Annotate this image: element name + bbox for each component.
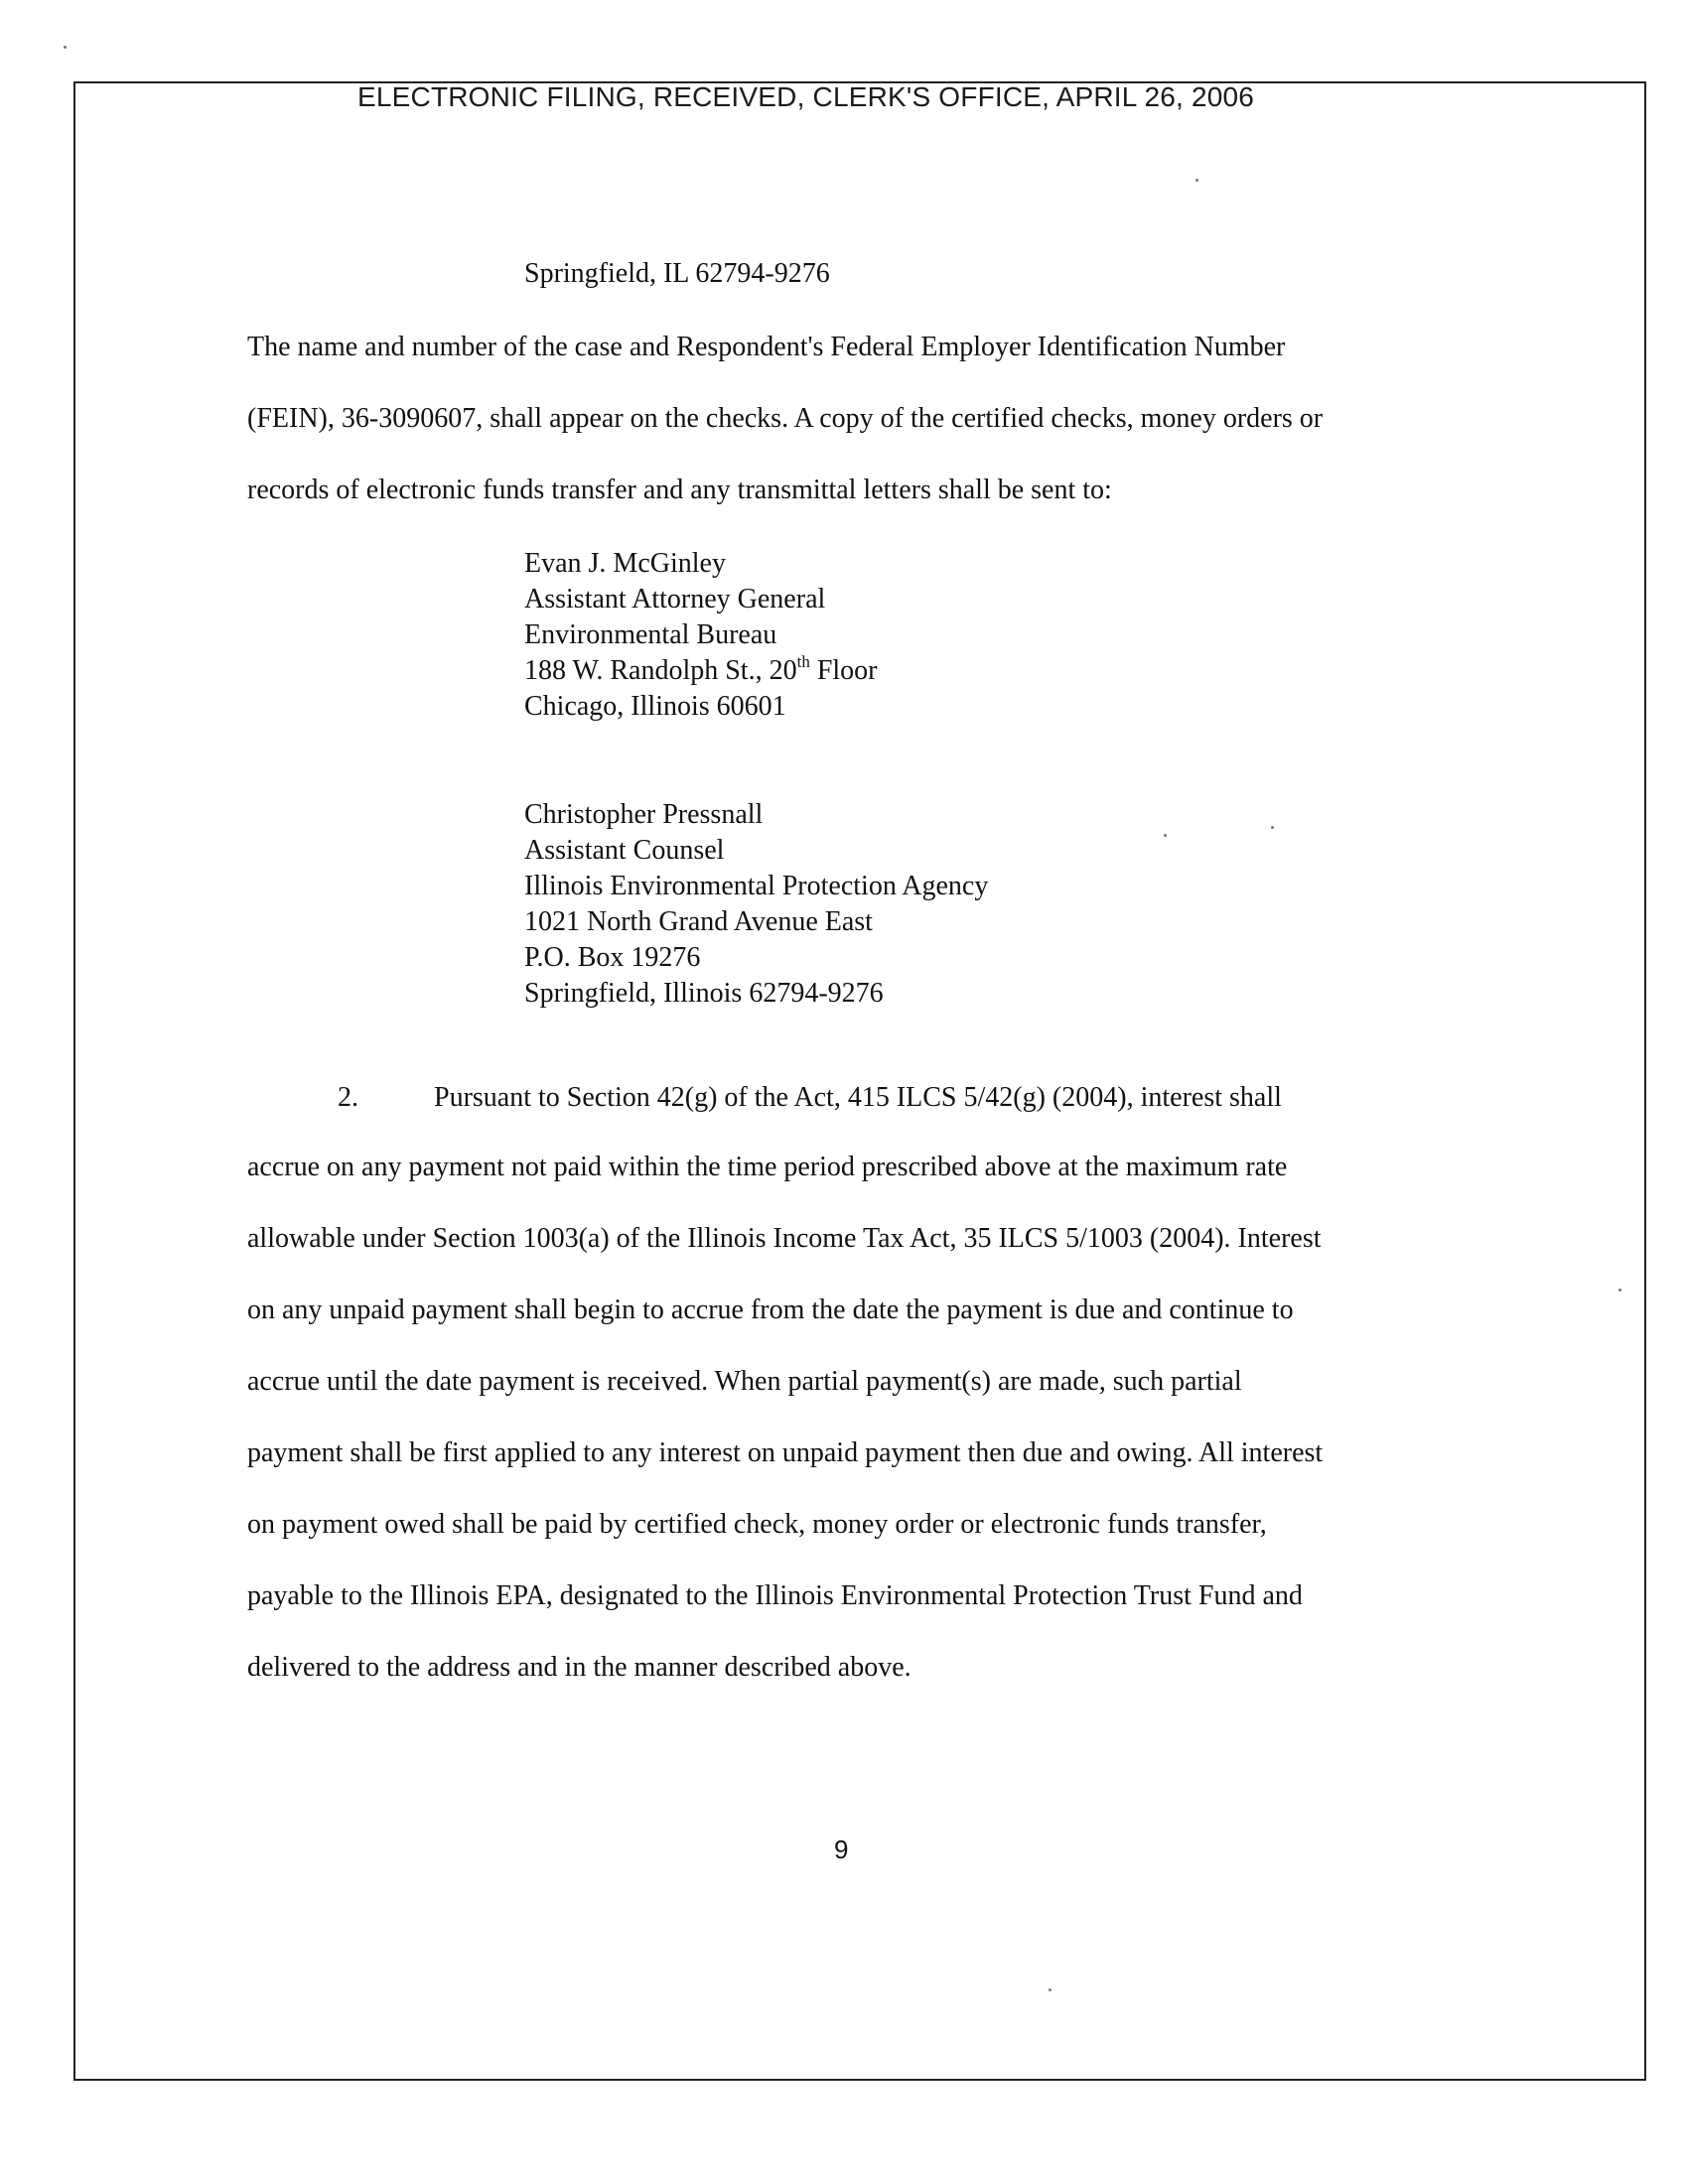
- recipient-title: Assistant Attorney General: [524, 584, 826, 614]
- recipient-name: Evan J. McGinley: [524, 548, 726, 579]
- recipient-street: [524, 653, 878, 689]
- recipient-address-1: [524, 546, 878, 725]
- paragraph-2-line: payment shall be first applied to any interest on unpaid payment then due and owing. All interest: [247, 1437, 1324, 1468]
- recipient-name: Christopher Pressnall: [524, 799, 764, 830]
- scan-speck: [1618, 1289, 1621, 1292]
- paragraph-2-line: on payment owed shall be paid by certified check, money order or electronic funds transfer,: [247, 1509, 1267, 1540]
- recipient-po-box: P.O. Box 19276: [524, 942, 701, 973]
- recipient-city: Springfield, Illinois 62794-9276: [524, 978, 884, 1009]
- scan-speck: [64, 46, 67, 49]
- recipient-agency: Illinois Environmental Protection Agency: [524, 871, 989, 901]
- street-ordinal-suffix: th: [796, 652, 810, 671]
- scan-speck: [1049, 1988, 1052, 1991]
- paragraph-1: [247, 312, 1469, 526]
- paragraph-2-number: 2.: [338, 1082, 358, 1113]
- paragraph-2-line: on any unpaid payment shall begin to accrue from the date the payment is due and continue to: [247, 1295, 1294, 1325]
- paragraph-2-line: payable to the Illinois EPA, designated to the Illinois Environmental Protection Trust Fund and: [247, 1580, 1303, 1611]
- street-prefix: 188 W. Randolph St., 20: [524, 655, 797, 686]
- page-number: 9: [834, 1835, 849, 1864]
- recipient-address-2: [524, 797, 988, 1012]
- paragraph-2-first-line: Pursuant to Section 42(g) of the Act, 415 ILCS 5/42(g) (2004), interest shall: [434, 1082, 1282, 1113]
- filing-stamp: ELECTRONIC FILING, RECEIVED, CLERK'S OFFICE, APRIL 26, 2006: [357, 81, 1255, 112]
- paragraph-2-line: allowable under Section 1003(a) of the Illinois Income Tax Act, 35 ILCS 5/1003 (2004). Interest: [247, 1223, 1322, 1254]
- paragraph-2-line: accrue on any payment not paid within the time period prescribed above at the maximum rate: [247, 1152, 1288, 1182]
- recipient-division: Environmental Bureau: [524, 619, 777, 650]
- scan-speck: [1164, 834, 1167, 837]
- paragraph-2-line: accrue until the date payment is received. When partial payment(s) are made, such partial: [247, 1366, 1242, 1397]
- scan-speck: [1271, 826, 1274, 829]
- recipient-street: 1021 North Grand Avenue East: [524, 906, 873, 937]
- paragraph-2-line: delivered to the address and in the manner described above.: [247, 1652, 912, 1683]
- paragraph-2: [247, 1132, 1469, 1704]
- scan-speck: [1195, 179, 1198, 182]
- top-address-line: Springfield, IL 62794-9276: [524, 258, 830, 289]
- paragraph-1-line: (FEIN), 36-3090607, shall appear on the checks. A copy of the certified checks, money orders or: [247, 403, 1324, 434]
- paragraph-1-line: records of electronic funds transfer and any transmittal letters shall be sent to:: [247, 475, 1112, 505]
- paragraph-1-line: The name and number of the case and Respondent's Federal Employer Identification Number: [247, 332, 1286, 362]
- street-suffix: Floor: [809, 655, 878, 686]
- recipient-title: Assistant Counsel: [524, 835, 725, 866]
- recipient-city: Chicago, Illinois 60601: [524, 691, 786, 722]
